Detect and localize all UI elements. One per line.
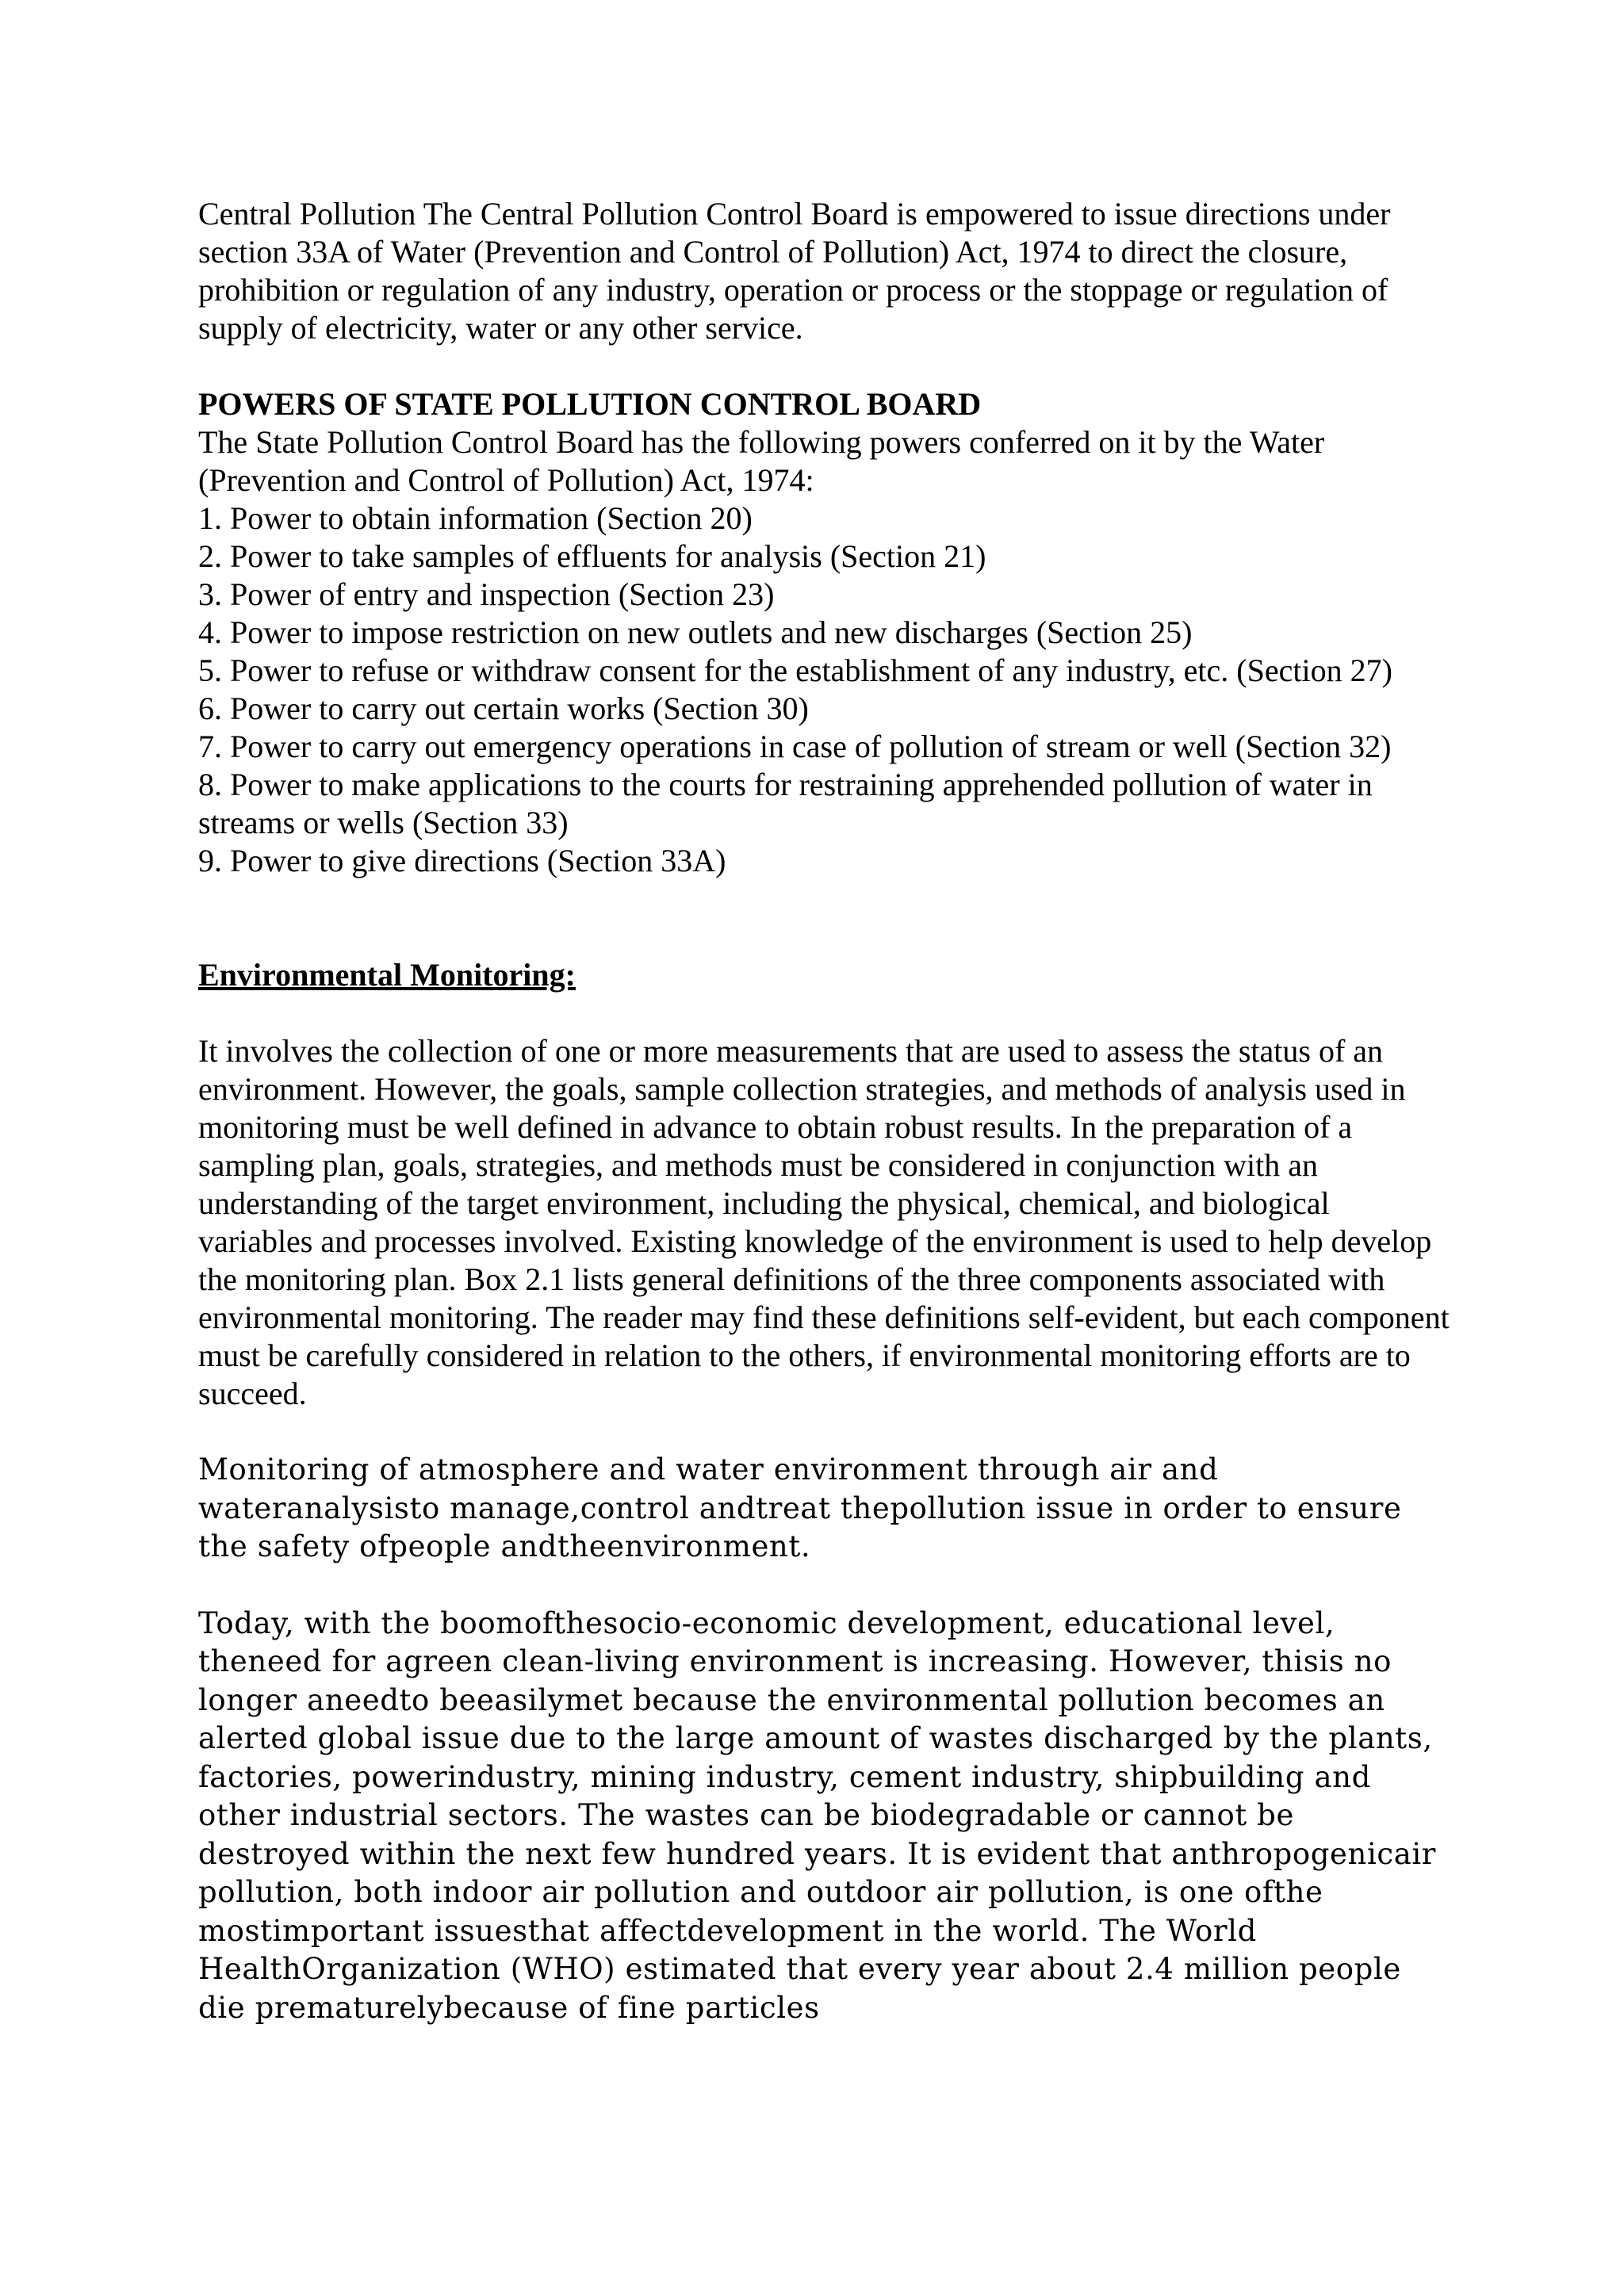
powers-list <box>198 499 1451 880</box>
section-spacer <box>198 880 1451 956</box>
monitoring-paragraph-2: Monitoring of atmosphere and water environment through air and wateranalysisto manage,control andtreat thepollution issue in order to ensure the safety ofpeople andtheenvironment. <box>198 1452 1402 1563</box>
list-item: 3. Power of entry and inspection (Section 23) <box>198 576 775 612</box>
document-body <box>198 195 1451 2027</box>
state-board-section <box>198 385 1451 880</box>
list-item: 9. Power to give directions (Section 33A) <box>198 843 726 878</box>
list-item: 8. Power to make applications to the courts for restraining apprehended pollution of water in streams or wells (Section 33) <box>198 767 1373 840</box>
state-board-heading: POWERS OF STATE POLLUTION CONTROL BOARD <box>198 386 982 422</box>
intro-paragraph: Central Pollution The Central Pollution Control Board is empowered to issue directions under section 33A of Water (Prevention and Control of Pollution) Act, 1974 to direct the closure, prohibition or regulation of any industry, operation or process or the stoppage or regulation of supply of electricity, water or any other service. <box>198 196 1391 346</box>
environmental-monitoring-section <box>198 956 1451 2027</box>
list-item: 4. Power to impose restriction on new outlets and new discharges (Section 25) <box>198 614 1193 650</box>
list-item: 6. Power to carry out certain works (Section 30) <box>198 691 809 726</box>
environmental-monitoring-heading: Environmental Monitoring: <box>198 957 576 993</box>
list-item: 5. Power to refuse or withdraw consent for the establishment of any industry, etc. (Section 27) <box>198 652 1392 688</box>
monitoring-paragraph-3: Today, with the boomofthesocio-economic development, educational level, theneed for agreen clean-living environment is increasing. However, thisis no longer aneedto beeasilymet because the environmental pollution becomes an alerted global issue due to the large amount of wastes discharged by the plants, factories, powerindustry, mining industry, cement industry, shipbuilding and other industrial sectors. The wastes can be biodegradable or cannot be destroyed within the next few hundred years. It is evident that anthropogenicair pollution, both indoor air pollution and outdoor air pollution, is one ofthe mostimportant issuesthat affectdevelopment in the world. The World HealthOrganization (WHO) estimated that every year about 2.4 million people die prematurelybecause of fine particles <box>198 1605 1437 2025</box>
list-item: 2. Power to take samples of effluents for analysis (Section 21) <box>198 538 986 574</box>
list-item: 7. Power to carry out emergency operations in case of pollution of stream or well (Section 32) <box>198 729 1392 764</box>
monitoring-paragraph-1: It involves the collection of one or more measurements that are used to assess the status of an environment. However, the goals, sample collection strategies, and methods of analysis used in monitoring must be well defined in advance to obtain robust results. In the preparation of a sampling plan, goals, strategies, and methods must be considered in conjunction with an understanding of the target environment, including the physical, chemical, and biological variables and processes involved. Existing knowledge of the environment is used to help develop the monitoring plan. Box 2.1 lists general definitions of the three components associated with environmental monitoring. The reader may find these definitions self-evident, but each component must be carefully considered in relation to the others, if environmental monitoring efforts are to succeed. <box>198 1033 1450 1411</box>
state-board-intro: The State Pollution Control Board has the following powers conferred on it by the Water (Prevention and Control of Pollution) Act, 1974: <box>198 424 1325 498</box>
list-item: 1. Power to obtain information (Section 20) <box>198 500 753 536</box>
